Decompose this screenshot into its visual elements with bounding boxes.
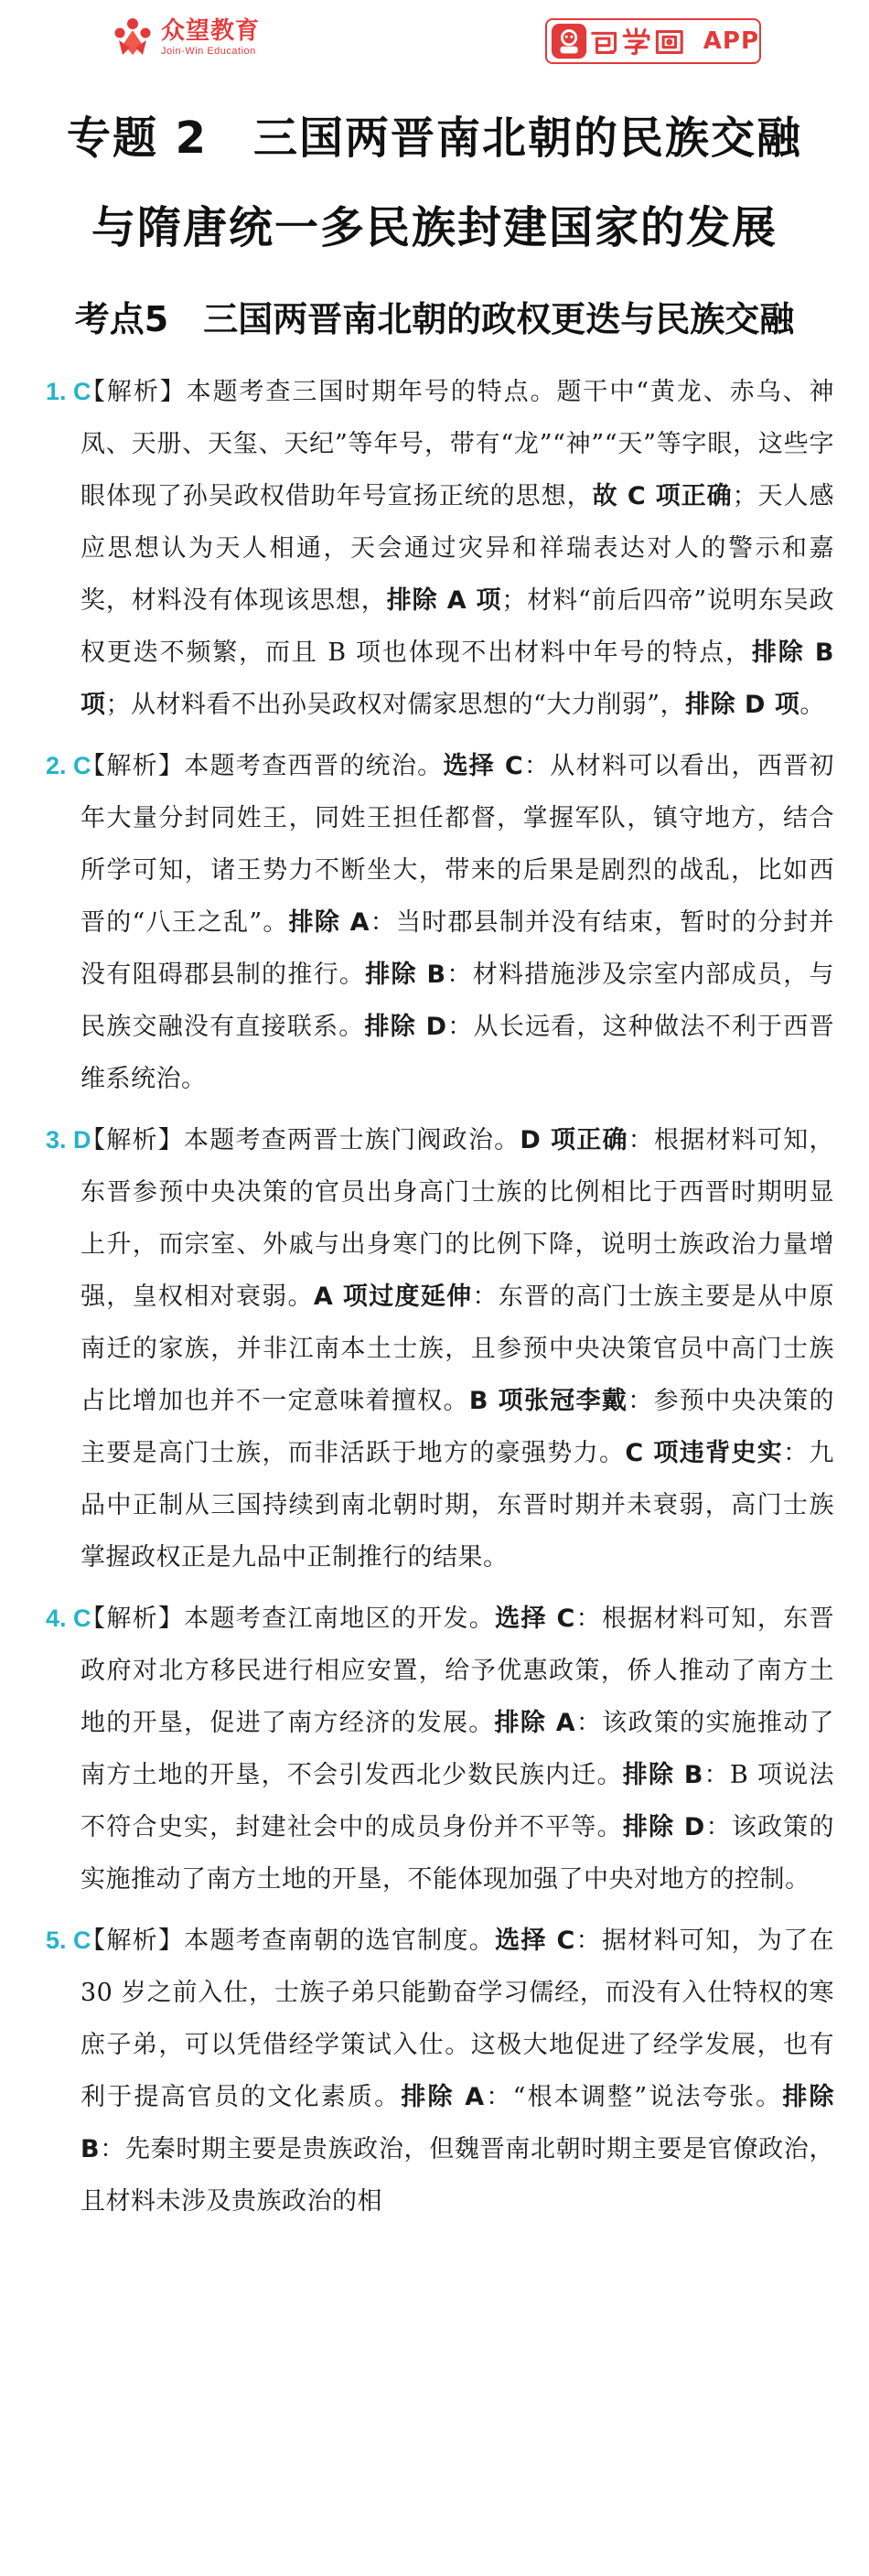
app-label: APP [703,27,759,55]
answer-text: ：材料措施涉及宗室内部成员，与民族交融没有直接联系。 [80,961,835,1041]
answer-label: 4. C [46,1605,91,1632]
join-win-logo-icon [112,16,154,59]
answer-explanation [80,740,834,1105]
bao-xue-wordmark [587,26,692,57]
answer-verdict: D 项正确 [520,1126,628,1154]
answer-verdict: 排除 B [365,961,446,989]
answer-verdict: 排除 D [622,1813,705,1841]
answer-text: 【解析】本题考查三国时期年号的特点。题干中“黄龙、赤乌、神凤、天册、天玺、天纪”等年号，带有“龙”“神”“天”等字眼，这些字眼体现了孙吴政权借助年号宣扬正统的思想， [80,378,834,510]
brand-english-name: Join-Win Education [161,45,256,57]
answer-verdict: 排除 A 项 [386,586,502,615]
topic-title-line-2: 与隋唐统一多民族封建国家的发展 [91,202,778,253]
answer-text: ：先秦时期主要是贵族政治，但魏晋南北朝时期主要是官僚政治，且材料未涉及贵族政治的相 [80,2135,834,2216]
answer-text: ：据材料可知，为了在 30 岁之前入仕，士族子弟只能勤奋学习儒经，而没有入仕特权的寒庶子弟，可以凭借经学策试入仕。这极大地促进了经学发展，也有利于提高官员的文化素质。 [80,1927,835,2111]
answer-verdict: 故 C 项正确 [592,482,733,510]
answer-item-4 [0,1593,869,1905]
answer-item-1 [0,366,869,731]
answer-explanation [80,366,834,731]
answer-text: ：“根本调整”说法夸张。 [484,2083,783,2111]
answer-text: ；天人感应思想认为天人相通，天会通过灾异和祥瑞表达对人的警示和嘉奖，材料没有体现该思想， [80,482,835,615]
answer-verdict: 排除 B [80,2083,835,2163]
answer-verdict: 排除 D 项 [685,691,800,719]
answer-label: 3. D [46,1126,91,1154]
answer-text: 。 [799,691,825,719]
answer-label: 2. C [46,752,91,779]
answer-item-3 [0,1114,869,1583]
answer-text: ：根据材料可知，东晋政府对北方移民进行相应安置，给予优惠政策，侨人推动了南方土地的开垦，促进了南方经济的发展。 [80,1605,835,1737]
answer-explanation [80,1593,834,1905]
answer-text: 【解析】本题考查西晋的统治。 [80,752,444,780]
answer-verdict: 选择 C [495,1605,575,1633]
answer-label: 1. C [46,378,91,405]
answer-text: 【解析】本题考查江南地区的开发。 [80,1605,496,1633]
answer-text: ：从长远看，这种做法不利于西晋维系统治。 [80,1013,835,1093]
exam-point-title: 考点5 三国两晋南北朝的政权更迭与民族交融 [74,299,795,339]
answer-explanation [80,1915,834,2227]
answer-verdict: A 项过度延伸 [313,1283,473,1311]
answer-text: ：该政策的实施推动了南方土地的开垦，不会引发西北少数民族内迁。 [80,1709,835,1789]
answer-verdict: 排除 D [364,1013,447,1041]
answer-text: ：该政策的实施推动了南方土地的开垦，不能体现加强了中央对地方的控制。 [80,1813,835,1894]
answer-explanation [80,1114,834,1583]
answer-text: ：东晋的高门士族主要是从中原南迁的家族，并非江南本土士族，且参预中央决策官员中高门士族占比增加也并不一定意味着擅权。 [80,1283,835,1415]
answer-verdict: 排除 A [401,2083,485,2111]
answer-verdict: 排除 A [494,1709,576,1737]
answer-list [0,366,869,2227]
answer-verdict: 排除 B [622,1761,703,1789]
answer-verdict: 选择 C [495,1927,575,1955]
answer-label: 5. C [46,1927,91,1954]
answer-text: 【解析】本题考查两晋士族门阀政治。 [80,1126,520,1154]
answer-verdict: 排除 A [288,908,370,937]
brand-name: 众望教育 [161,16,261,45]
answer-text: ：当时郡县制并没有结束，暂时的分封并没有阻碍郡县制的推行。 [80,908,835,989]
answer-verdict: B 项张冠李戴 [468,1387,628,1415]
answer-verdict: 排除 B 项 [80,639,834,719]
topic-title-line-1: 专题 2 三国两晋南北朝的民族交融 [66,113,803,164]
answer-text: ；材料“前后四帝”说明东吴政权更迭不频繁，而且 B 项也体现不出材料中年号的特点， [80,586,835,667]
answer-text: ：根据材料可知，东晋参预中央决策的官员出身高门士族的比例相比于西晋时期明显上升，而宗室、外戚与出身寒门的比例下降，说明士族政治力量增强，皇权相对衰弱。 [80,1126,835,1311]
answer-verdict: C 项违背史实 [625,1439,784,1467]
app-download-badge[interactable] [545,18,761,64]
answer-text: ：从材料可以看出，西晋初年大量分封同姓王，同姓王担任都督，掌握军队，镇守地方，结合所学可知，诸王势力不断坐大，带来的后果是剧烈的战乱，比如西晋的“八王之乱”。 [80,752,835,937]
answer-text: 【解析】本题考查南朝的选官制度。 [80,1927,496,1955]
answer-text: ：B 项说法不符合史实，封建社会中的成员身份并不平等。 [80,1761,834,1841]
bao-xue-app-icon [551,22,587,60]
answer-text: ：参预中央决策的主要是高门士族，而非活跃于地方的豪强势力。 [80,1387,835,1467]
page-header [0,0,869,84]
answer-verdict: 选择 C [443,752,524,780]
answer-item-2 [0,740,869,1105]
answer-text: ：九品中正制从三国持续到南北朝时期，东晋时期并未衰弱，高门士族掌握政权正是九品中正制推行的结果。 [80,1439,835,1572]
answer-item-5 [0,1915,869,2227]
answer-text: ；从材料看不出孙吴政权对儒家思想的“大力削弱”， [105,691,686,719]
brand [112,16,260,59]
